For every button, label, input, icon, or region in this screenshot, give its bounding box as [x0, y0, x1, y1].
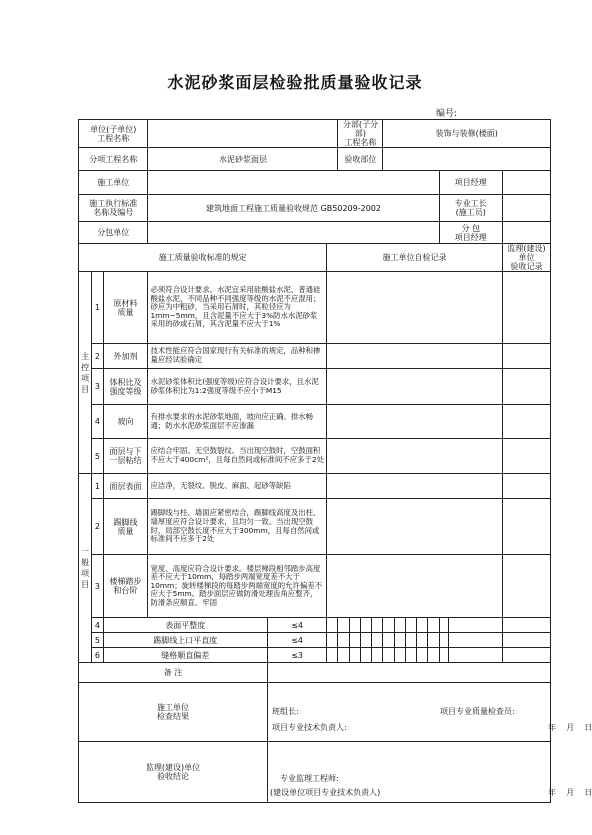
measure-cell[interactable] — [417, 618, 428, 633]
measure-cell[interactable] — [338, 648, 349, 663]
quality-inspector-label: 项目专业质量检查员: — [439, 707, 515, 716]
tech-leader-label: 项目专业技术负责人: — [271, 723, 347, 732]
measure-cell[interactable] — [383, 618, 394, 633]
measure-cell[interactable] — [338, 633, 349, 648]
measure-cell[interactable] — [417, 633, 428, 648]
self-check-cell[interactable] — [327, 405, 503, 439]
self-check-cell[interactable] — [327, 369, 503, 405]
measure-cell[interactable] — [428, 648, 439, 663]
supervisor-cell[interactable] — [502, 618, 550, 633]
item-spec-text: 水泥砂浆体积比(强度等级)应符合设计要求，且水泥砂浆体积比为1:2强度等级不应小于M15 — [148, 369, 327, 405]
constructor-label: 施工单位 — [79, 171, 148, 195]
self-check-cell[interactable] — [327, 499, 503, 555]
supervisor-conclusion-date: 年 月 日 — [547, 788, 592, 797]
page-title: 水泥砂浆面层检验批质量验收记录 — [167, 73, 423, 92]
measure-cell[interactable] — [448, 618, 502, 633]
unit-project-label: 单位(子单位) 工程名称 — [79, 120, 148, 148]
measure-cell[interactable] — [327, 618, 338, 633]
project-manager-value[interactable] — [502, 171, 550, 195]
tolerance-limit: ≤4 — [267, 618, 326, 633]
item-spec-text: 技术性能应符合国家现行有关标准的规定，品种和掺量应经试验确定 — [148, 344, 327, 369]
item-number: 2 — [92, 499, 103, 555]
item-number: 3 — [92, 369, 103, 405]
measure-cell[interactable] — [405, 633, 416, 648]
measure-cell[interactable] — [338, 618, 349, 633]
item-name: 原材料 质量 — [103, 272, 148, 344]
measure-cell[interactable] — [349, 633, 360, 648]
measure-cell[interactable] — [372, 648, 383, 663]
measure-cell[interactable] — [383, 648, 394, 663]
supervisor-cell[interactable] — [502, 648, 550, 663]
measure-cell[interactable] — [327, 648, 338, 663]
supervisor-cell[interactable] — [502, 344, 550, 369]
remarks-label: 备 注 — [79, 663, 268, 683]
tolerance-name: 缝格顺直偏差 — [103, 648, 267, 663]
foreman-label: 专业工长 (施工员) — [439, 195, 502, 222]
item-number: 1 — [92, 272, 103, 344]
measure-cell[interactable] — [349, 618, 360, 633]
measure-cell[interactable] — [372, 618, 383, 633]
table-row — [79, 405, 551, 439]
standard-label: 施工执行标准 名称及编号 — [79, 195, 148, 222]
tolerance-limit: ≤4 — [267, 633, 326, 648]
supervisor-cell[interactable] — [502, 369, 550, 405]
supervisor-conclusion-block[interactable] — [267, 742, 592, 803]
supervisor-column-header: 监理(建设)单位 验收记录 — [502, 244, 550, 272]
item-name: 坡向 — [103, 405, 148, 439]
supervisor-cell[interactable] — [502, 439, 550, 474]
measure-cell[interactable] — [394, 618, 405, 633]
self-check-cell[interactable] — [327, 344, 503, 369]
acceptance-part-label: 验收部位 — [338, 148, 383, 171]
supervisor-conclusion-label: 监理(建设)单位 验收结论 — [79, 742, 268, 803]
table-row — [79, 499, 551, 555]
item-name: 踢脚线 质量 — [103, 499, 148, 555]
remarks-value[interactable] — [267, 663, 550, 683]
item-name: 体积比及 强度等级 — [103, 369, 148, 405]
item-number: 1 — [92, 474, 103, 499]
item-name: 外加剂 — [103, 344, 148, 369]
construction-check-date: 年 月 日 — [547, 723, 592, 732]
table-row — [79, 369, 551, 405]
item-project-value: 水泥砂浆面层 — [148, 148, 338, 171]
supervisor-cell[interactable] — [502, 633, 550, 648]
acceptance-record-table — [78, 119, 592, 803]
item-number: 4 — [92, 405, 103, 439]
tolerance-limit: ≤3 — [267, 648, 326, 663]
item-name: 楼梯踏步 和台阶 — [103, 555, 148, 618]
measure-cell[interactable] — [448, 633, 502, 648]
tolerance-name: 踢脚线上口平直度 — [103, 633, 267, 648]
sub-manager-value[interactable] — [502, 222, 550, 244]
measure-cell[interactable] — [405, 618, 416, 633]
constructor-value[interactable] — [148, 171, 439, 195]
owner-representative-label: (建设单位项目专业技术负责人) — [269, 788, 381, 797]
measure-cell[interactable] — [394, 633, 405, 648]
sub-project-label: 分部(子分部) 工程名称 — [338, 120, 383, 148]
self-check-cell[interactable] — [327, 555, 503, 618]
measure-cell[interactable] — [439, 633, 448, 648]
table-row — [79, 344, 551, 369]
supervisor-cell[interactable] — [502, 272, 550, 344]
construction-check-label: 施工单位 检查结果 — [79, 683, 268, 742]
team-leader-label: 班组长: — [271, 707, 299, 716]
measure-cell[interactable] — [349, 648, 360, 663]
standard-value: 建筑地面工程施工质量验收规范 GB50209-2002 — [148, 195, 439, 222]
measure-cell[interactable] — [428, 633, 439, 648]
subcontractor-value[interactable] — [148, 222, 439, 244]
table-row — [79, 633, 551, 648]
supervisor-cell[interactable] — [502, 499, 550, 555]
general-group-label: 一 般 项 目 — [79, 474, 92, 663]
item-spec-text: 应结合牢固、无空鼓裂纹。当出现空鼓时，空鼓面积不应大于400cm²，且每自然间或标准间不应多于2处 — [148, 439, 327, 474]
measure-cell[interactable] — [327, 633, 338, 648]
item-spec-text: 应洁净，无裂纹、脱皮、麻面、起砂等缺陷 — [148, 474, 327, 499]
measure-cell[interactable] — [417, 648, 428, 663]
subcontractor-label: 分包单位 — [79, 222, 148, 244]
measure-cell[interactable] — [428, 618, 439, 633]
item-number: 3 — [92, 555, 103, 618]
item-project-label: 分项工程名称 — [79, 148, 148, 171]
unit-project-value[interactable] — [148, 120, 338, 148]
measure-cell[interactable] — [360, 648, 371, 663]
acceptance-part-value[interactable] — [383, 148, 551, 171]
self-check-column-header: 施工单位自检记录 — [327, 244, 503, 272]
item-name: 面层与下 一层粘结 — [103, 439, 148, 474]
measure-cell[interactable] — [360, 618, 371, 633]
main-control-group-label: 主 控 项 目 — [79, 272, 92, 474]
measure-cell[interactable] — [448, 648, 502, 663]
item-spec-text: 必须符合设计要求。水泥宜采用硅酸盐水泥、普通硅酸盐水泥，不同品种不同强度等级的水泥不应混用；砂应为中粗砂，当采用石屑时，其粒径应为1mm~5mm，且含泥量不应大于3%防水水泥砂浆采用的砂或石屑，其含泥量不应大于1% — [148, 272, 327, 344]
tolerance-name: 表面平整度 — [103, 618, 267, 633]
supervisor-cell[interactable] — [502, 405, 550, 439]
item-number: 4 — [92, 618, 103, 633]
supervisor-cell[interactable] — [502, 555, 550, 618]
self-check-cell[interactable] — [327, 272, 503, 344]
supervisor-cell[interactable] — [502, 474, 550, 499]
foreman-value[interactable] — [502, 195, 550, 222]
self-check-cell[interactable] — [327, 474, 503, 499]
table-row — [79, 618, 551, 633]
self-check-cell[interactable] — [327, 439, 503, 474]
item-number: 5 — [92, 633, 103, 648]
sub-manager-label: 分 包 项目经理 — [439, 222, 502, 244]
item-number: 6 — [92, 648, 103, 663]
table-row — [79, 272, 551, 344]
table-row — [79, 555, 551, 618]
measure-cell[interactable] — [372, 633, 383, 648]
sub-project-value: 装饰与装修(楼面) — [383, 120, 551, 148]
spec-column-header: 施工质量验收标准的规定 — [79, 244, 327, 272]
item-number: 5 — [92, 439, 103, 474]
table-row — [79, 648, 551, 663]
item-spec-text: 宽度、高度应符合设计要求。楼层梯段相邻踏步高度差不应大于10mm，每踏步两端宽度差不大于10mm；旋转楼梯段的每踏步两端宽度的允许偏差不应大于5mm。踏步面层应做防滑处理齿角应整齐，防滑条应顺直、牢固 — [148, 555, 327, 618]
measure-cell[interactable] — [383, 633, 394, 648]
item-name: 面层表面 — [103, 474, 148, 499]
project-manager-label: 项目经理 — [439, 171, 502, 195]
measure-cell[interactable] — [394, 648, 405, 663]
item-spec-text: 踢脚线与柱、墙面应紧密结合，踢脚线高度及出柱、墙厚度应符合设计要求，且均匀一致。当出现空鼓时，局部空鼓长度不应大于300mm，且每自然间或标准间不应多于2处 — [148, 499, 327, 555]
item-spec-text: 有排水要求的水泥砂浆地面，坡向应正确、排水畅通；防水水泥砂浆面层不应渗漏 — [148, 405, 327, 439]
table-row — [79, 474, 551, 499]
measure-cell[interactable] — [439, 648, 448, 663]
measure-cell[interactable] — [405, 648, 416, 663]
supervising-engineer-label: 专业监理工程师: — [279, 774, 339, 783]
measure-cell[interactable] — [360, 633, 371, 648]
table-row — [79, 439, 551, 474]
construction-check-block[interactable] — [267, 683, 592, 742]
doc-number-label: 编号: — [436, 109, 458, 119]
item-number: 2 — [92, 344, 103, 369]
measure-cell[interactable] — [439, 618, 448, 633]
